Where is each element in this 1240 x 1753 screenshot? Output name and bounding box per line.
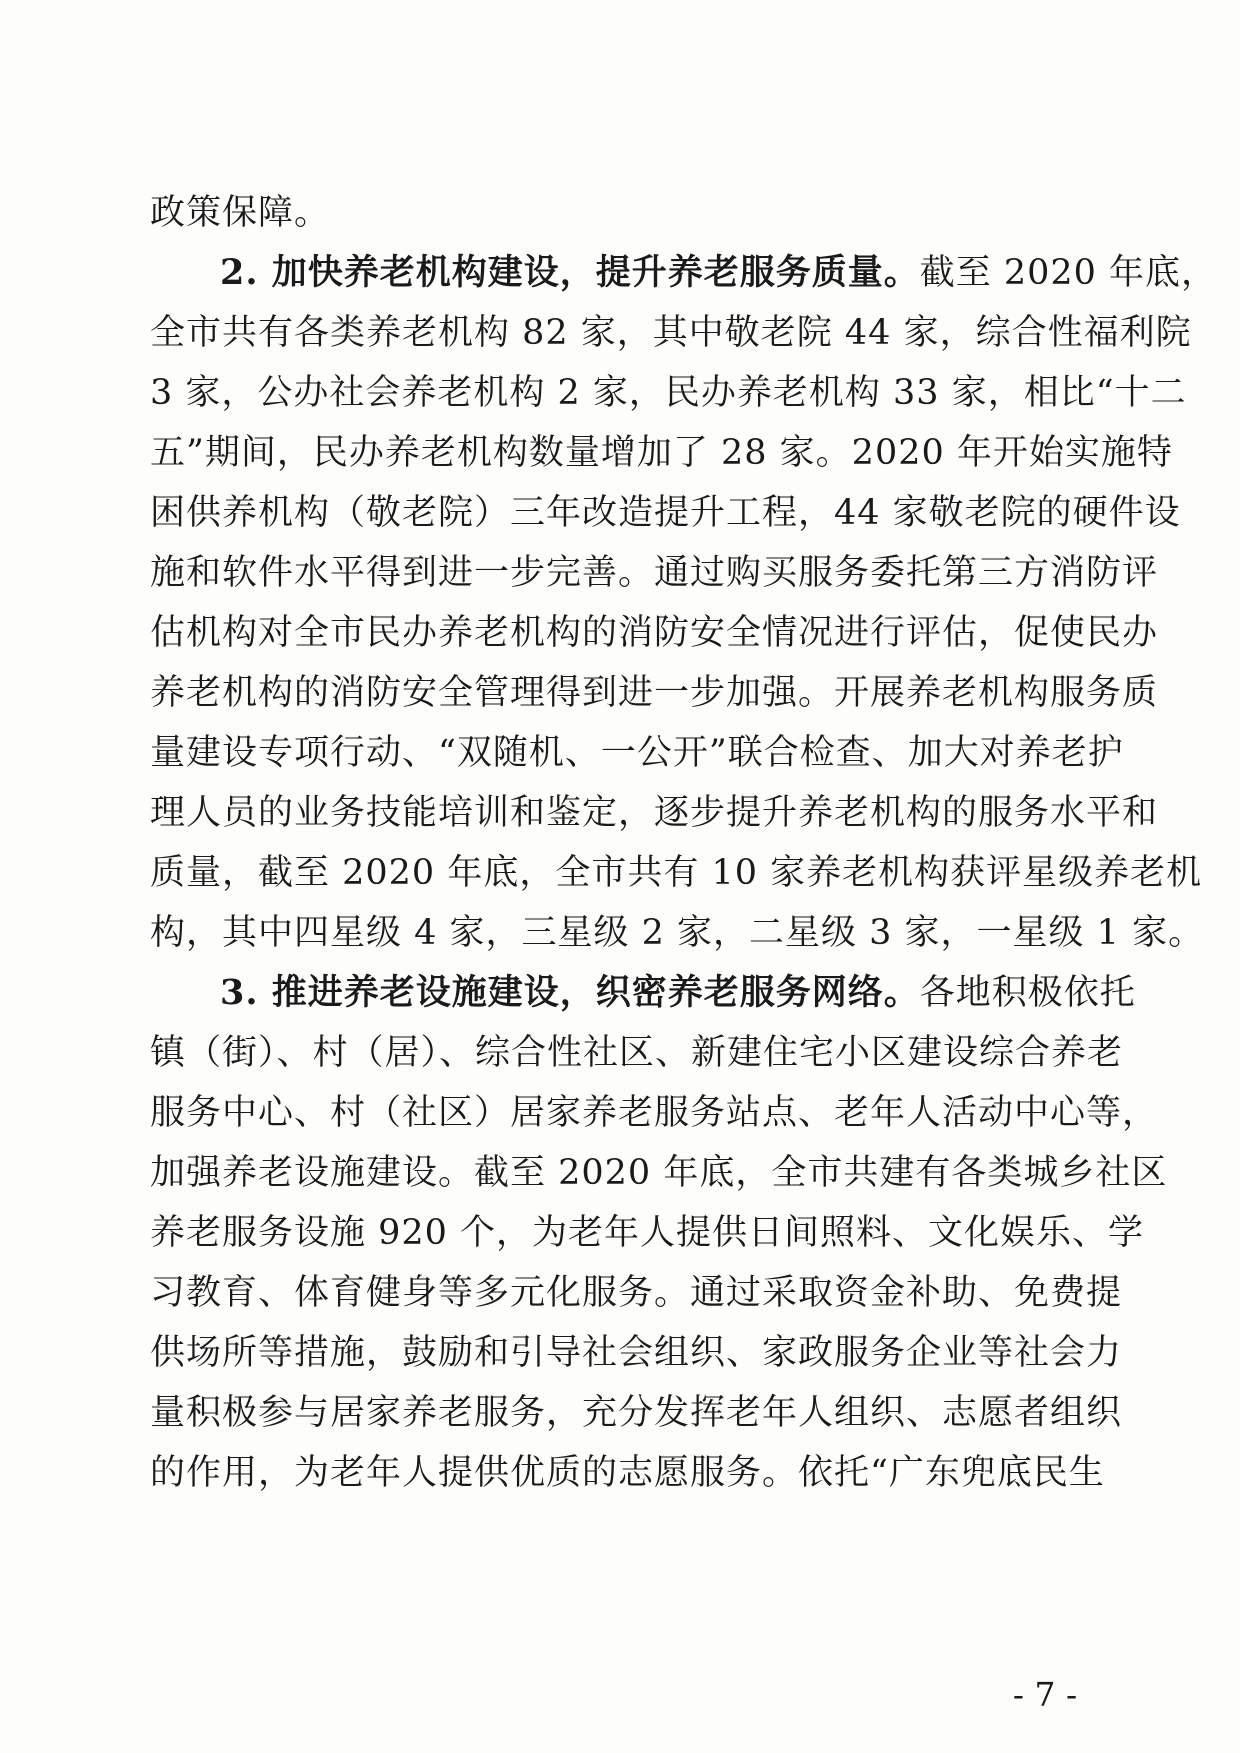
- text-line: 镇（街）、村（居）、综合性社区、新建住宅小区建设综合养老: [150, 1033, 1124, 1073]
- text-line: 习教育、体育健身等多元化服务。通过采取资金补助、免费提: [150, 1273, 1123, 1313]
- text-line: 各地积极依托: [919, 973, 1136, 1013]
- text-line: 服务中心、村（社区）居家养老服务站点、老年人活动中心等，: [150, 1093, 1159, 1133]
- paragraph-first-line: [220, 963, 1136, 1023]
- text-line: 截至 2020 年底，: [919, 253, 1218, 293]
- text-line: 构，其中四星级 4 家，三星级 2 家，二星级 3 家，一星级 1 家。: [150, 913, 1205, 953]
- text-line: 施和软件水平得到进一步完善。通过购买服务委托第三方消防评: [150, 553, 1159, 593]
- text-line: 养老机构的消防安全管理得到进一步加强。开展养老机构服务质: [150, 673, 1159, 713]
- text-line: 质量，截至 2020 年底，全市共有 10 家养老机构获评星级养老机: [150, 853, 1203, 893]
- text-line: 量积极参与居家养老服务，充分发挥老年人组织、志愿者组织: [150, 1393, 1123, 1433]
- section-heading: 2. 加快养老机构建设，提升养老服务质量。: [220, 252, 920, 293]
- text-line: 困供养机构（敬老院）三年改造提升工程，44 家敬老院的硬件设: [150, 493, 1181, 533]
- text-line: 全市共有各类养老机构 82 家，其中敬老院 44 家，综合性福利院: [150, 313, 1192, 353]
- paragraph-first-line: [220, 243, 1218, 303]
- text-line: 的作用，为老年人提供优质的志愿服务。依托“广东兜底民生: [150, 1453, 1105, 1493]
- page-number: - 7 -: [1012, 1675, 1078, 1714]
- text-line: 3 家，公办社会养老机构 2 家，民办养老机构 33 家，相比“十二: [150, 373, 1187, 413]
- text-line: 加强养老设施建设。截至 2020 年底，全市共建有各类城乡社区: [150, 1153, 1168, 1193]
- text-line: 估机构对全市民办养老机构的消防安全情况进行评估，促使民办: [150, 613, 1159, 653]
- text-line: 供场所等措施，鼓励和引导社会组织、家政服务企业等社会力: [150, 1333, 1123, 1373]
- section-heading: 3. 推进养老设施建设，织密养老服务网络。: [220, 972, 920, 1013]
- text-line: 量建设专项行动、“双随机、一公开”联合检查、加大对养老护: [150, 733, 1124, 773]
- text-line: 政策保障。: [150, 193, 331, 233]
- text-line: 五”期间，民办养老机构数量增加了 28 家。2020 年开始实施特: [150, 433, 1173, 473]
- text-line: 养老服务设施 920 个，为老年人提供日间照料、文化娱乐、学: [150, 1213, 1145, 1253]
- text-line: 理人员的业务技能培训和鉴定，逐步提升养老机构的服务水平和: [150, 793, 1159, 833]
